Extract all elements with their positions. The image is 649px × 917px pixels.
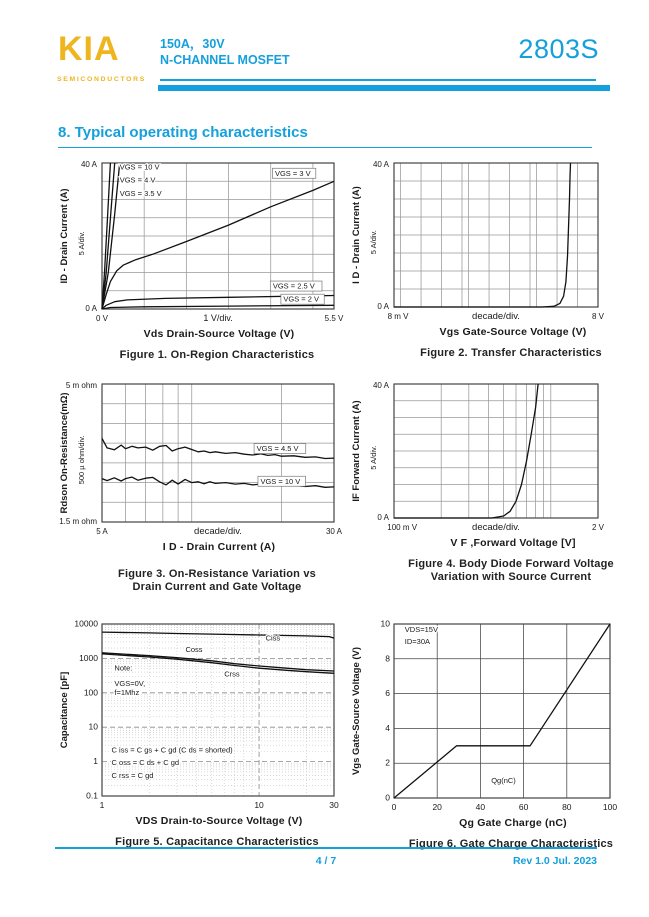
svg-text:0 A: 0 A bbox=[85, 304, 97, 313]
figure-4-chart bbox=[348, 377, 608, 535]
svg-text:30 A: 30 A bbox=[325, 527, 343, 536]
svg-text:Vgs Gate-Source Voltage (V): Vgs Gate-Source Voltage (V) bbox=[351, 646, 362, 776]
figure-1-caption: Figure 1. On-Region Characteristics bbox=[119, 349, 315, 361]
device-spec bbox=[160, 36, 290, 69]
svg-text:30: 30 bbox=[329, 800, 339, 810]
figure-5-caption: Figure 5. Capacitance Characteristics bbox=[115, 836, 319, 848]
svg-text:8: 8 bbox=[385, 653, 390, 664]
figure-2-transfer bbox=[348, 156, 644, 361]
svg-text:5 A/div.: 5 A/div. bbox=[77, 231, 86, 256]
svg-text:1: 1 bbox=[93, 756, 98, 767]
figure-4-body-diode bbox=[348, 377, 644, 593]
svg-text:2 V: 2 V bbox=[591, 523, 605, 532]
svg-text:VGS = 3 V: VGS = 3 V bbox=[274, 168, 311, 178]
page-footer bbox=[55, 847, 597, 869]
svg-text:Ciss: Ciss bbox=[265, 633, 281, 643]
svg-text:I D - Drain Current (A): I D - Drain Current (A) bbox=[351, 186, 362, 284]
figure-4-caption-line2: Variation with Source Current bbox=[430, 571, 592, 583]
figure-2-x-axis-title: Vgs Gate-Source Voltage (V) bbox=[439, 326, 587, 338]
figure-6-gate-charge bbox=[348, 617, 644, 850]
svg-text:Rdson On-Resistance(mΩ): Rdson On-Resistance(mΩ) bbox=[59, 392, 70, 514]
svg-text:Crss: Crss bbox=[224, 669, 240, 679]
svg-text:1.5 m ohm: 1.5 m ohm bbox=[59, 517, 97, 526]
svg-text:VGS = 3.5 V: VGS = 3.5 V bbox=[119, 188, 162, 198]
svg-text:4: 4 bbox=[385, 722, 390, 733]
figure-3-caption-line2: Drain Current and Gate Voltage bbox=[132, 581, 302, 593]
svg-text:Note:: Note: bbox=[114, 663, 133, 673]
svg-text:6: 6 bbox=[385, 688, 390, 699]
svg-text:500 µ ohm/div.: 500 µ ohm/div. bbox=[77, 435, 86, 485]
svg-text:8 V: 8 V bbox=[591, 312, 605, 321]
figure-2-caption: Figure 2. Transfer Characteristics bbox=[420, 347, 602, 359]
svg-text:10000: 10000 bbox=[74, 618, 98, 629]
svg-text:0 V: 0 V bbox=[95, 314, 109, 323]
svg-text:decade/div.: decade/div. bbox=[472, 522, 520, 533]
svg-text:20: 20 bbox=[432, 802, 442, 812]
svg-text:10: 10 bbox=[88, 721, 98, 732]
svg-text:0 A: 0 A bbox=[377, 302, 389, 311]
svg-text:0.1: 0.1 bbox=[86, 790, 98, 801]
svg-text:8 m V: 8 m V bbox=[387, 312, 409, 321]
svg-text:5.5 V: 5.5 V bbox=[324, 314, 344, 323]
figure-6-chart bbox=[348, 617, 620, 815]
svg-text:2: 2 bbox=[385, 757, 390, 768]
figure-3-on-resistance bbox=[56, 377, 348, 593]
svg-text:VGS = 10 V: VGS = 10 V bbox=[119, 162, 160, 172]
svg-text:10: 10 bbox=[254, 800, 264, 810]
kia-logo-subtext: SEMICONDUCTORS bbox=[57, 76, 147, 83]
svg-text:5 m ohm: 5 m ohm bbox=[65, 381, 97, 390]
svg-text:80: 80 bbox=[562, 802, 572, 812]
svg-text:Coss: Coss bbox=[185, 644, 203, 654]
part-number: 2803S bbox=[518, 34, 599, 64]
figure-3-chart bbox=[56, 377, 344, 539]
svg-text:decade/div.: decade/div. bbox=[194, 526, 242, 537]
revision-label: Rev 1.0 Jul. 2023 bbox=[512, 855, 597, 867]
svg-text:60: 60 bbox=[518, 802, 529, 812]
svg-text:f=1Mhz: f=1Mhz bbox=[114, 688, 140, 698]
header-rule-thick bbox=[158, 85, 610, 91]
svg-text:40: 40 bbox=[475, 802, 486, 812]
figure-6-caption: Figure 6. Gate Charge Characteristics bbox=[408, 838, 614, 850]
svg-text:40 A: 40 A bbox=[372, 160, 389, 169]
svg-text:decade/div.: decade/div. bbox=[472, 311, 520, 322]
svg-text:C rss = C gd: C rss = C gd bbox=[111, 771, 154, 781]
svg-text:5 A/div.: 5 A/div. bbox=[369, 230, 378, 255]
svg-text:40 A: 40 A bbox=[80, 160, 97, 169]
device-spec-line2: N-CHANNEL MOSFET bbox=[160, 53, 290, 68]
svg-text:5 A/div.: 5 A/div. bbox=[369, 445, 378, 470]
figure-1-chart bbox=[56, 156, 344, 326]
figure-6-x-axis-title: Qg Gate Charge (nC) bbox=[459, 817, 567, 829]
figure-5-capacitance bbox=[56, 617, 348, 850]
figure-3-caption-line1: Figure 3. On-Resistance Variation vs bbox=[118, 568, 316, 580]
figure-1-on-region bbox=[56, 156, 348, 361]
device-spec-line1: 150A，30V bbox=[160, 37, 225, 51]
svg-text:ID=30A: ID=30A bbox=[404, 637, 431, 647]
svg-text:Qg(nC): Qg(nC) bbox=[491, 776, 516, 786]
svg-text:100: 100 bbox=[83, 687, 98, 698]
kia-logo: KIA bbox=[58, 30, 120, 68]
figure-5-chart bbox=[56, 617, 344, 813]
svg-text:VGS = 10 V: VGS = 10 V bbox=[260, 476, 301, 486]
page-number: 4 / 7 bbox=[315, 855, 337, 867]
figure-3-x-axis-title: I D - Drain Current (A) bbox=[162, 541, 276, 553]
svg-text:100 m V: 100 m V bbox=[387, 523, 418, 532]
page-header bbox=[0, 0, 649, 108]
figure-5-x-axis-title: VDS Drain-to-Source Voltage (V) bbox=[135, 815, 303, 827]
figure-4-caption-line1: Figure 4. Body Diode Forward Voltage bbox=[408, 558, 614, 570]
header-rule-thin bbox=[160, 79, 596, 81]
svg-text:VGS = 4.5 V: VGS = 4.5 V bbox=[256, 444, 299, 454]
svg-text:10: 10 bbox=[380, 618, 390, 629]
svg-text:1: 1 bbox=[99, 800, 105, 810]
svg-text:1000: 1000 bbox=[79, 652, 98, 663]
svg-text:100: 100 bbox=[602, 802, 618, 812]
figures-grid bbox=[44, 154, 649, 850]
svg-text:C oss = C ds + C gd: C oss = C ds + C gd bbox=[111, 757, 180, 767]
figure-1-x-axis-title: Vds Drain-Source Voltage (V) bbox=[143, 328, 295, 340]
svg-text:C iss = C gs + C gd (C ds = sh: C iss = C gs + C gd (C ds = shorted) bbox=[111, 745, 233, 755]
svg-text:VGS = 4 V: VGS = 4 V bbox=[119, 175, 156, 185]
svg-text:IF Forward Current (A): IF Forward Current (A) bbox=[351, 400, 362, 502]
svg-text:VGS=0V,: VGS=0V, bbox=[114, 678, 146, 688]
figure-2-chart bbox=[348, 156, 608, 324]
svg-text:40 A: 40 A bbox=[372, 381, 389, 390]
svg-text:0 A: 0 A bbox=[377, 513, 389, 522]
svg-text:5 A: 5 A bbox=[96, 527, 108, 536]
svg-text:ID - Drain Current (A): ID - Drain Current (A) bbox=[59, 188, 70, 284]
svg-text:1 V/div.: 1 V/div. bbox=[203, 313, 233, 323]
section-title: 8. Typical operating characteristics bbox=[58, 124, 592, 148]
svg-text:VGS = 2.5 V: VGS = 2.5 V bbox=[272, 281, 315, 291]
svg-text:0: 0 bbox=[391, 802, 397, 812]
svg-text:0: 0 bbox=[385, 792, 390, 803]
svg-text:VGS = 2 V: VGS = 2 V bbox=[283, 294, 320, 304]
svg-text:Capacitance [pF]: Capacitance [pF] bbox=[59, 671, 70, 749]
figure-4-x-axis-title: V F ,Forward Voltage [V] bbox=[450, 537, 576, 549]
svg-text:VDS=15V: VDS=15V bbox=[404, 624, 438, 634]
